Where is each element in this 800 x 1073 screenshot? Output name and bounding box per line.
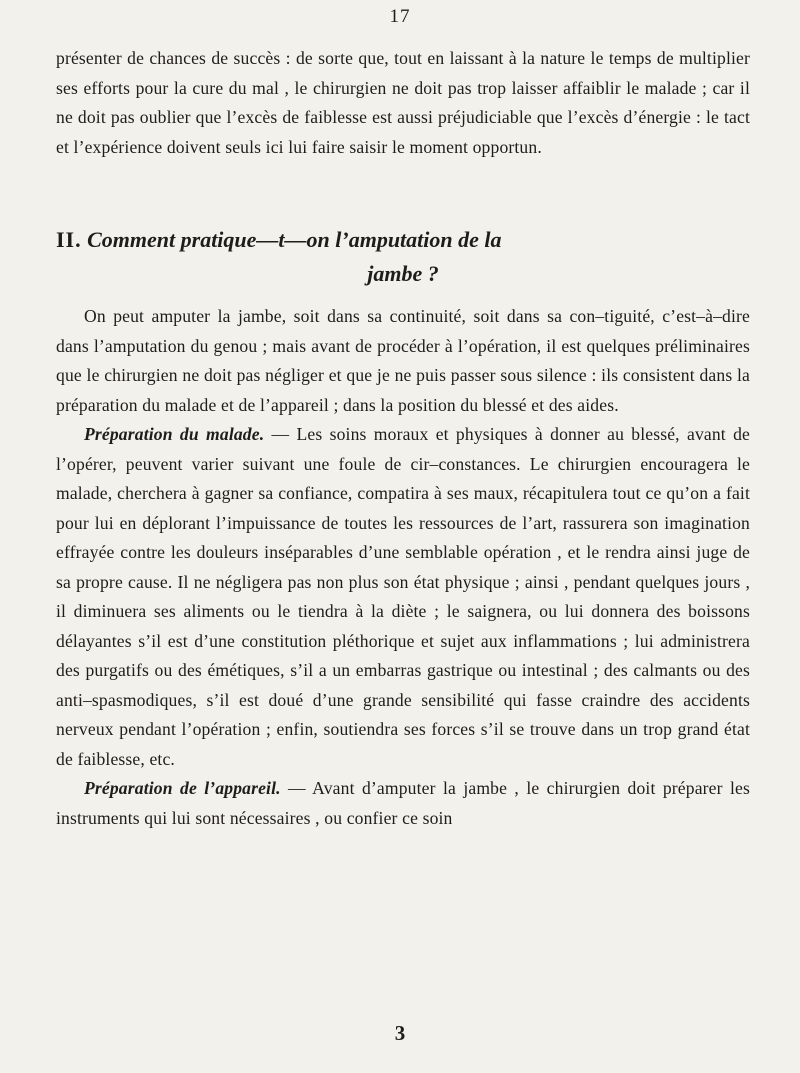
subsection-text: — Les soins moraux et physiques à donner au blessé, avant de l’opérer, peuvent varier suivant une foule de cir–constances. Le chirurgien encouragera le malade, cherchera à gagner sa confiance, compatira à ses maux, récapitulera tout ce qu’on a fait pour lui en déplorant l’impuissance de toutes les ressources de l’art, rassurera son imagination effrayée contre les douleurs inséparables d’une semblable opération , et le rendra ainsi juge de sa propre cause. Il ne négligera pas non plus son état physique ; ainsi , pendant quelques jours , il diminuera ses aliments ou le tiendra à la diète ; le saignera, ou lui donnera des boissons délayantes s’il est d’une constitution pléthorique et sujet aux inflammations ; lui administrera des purgatifs ou des émétiques, s’il a un embarras gastrique ou intestinal ; des calmants ou des anti–spasmodiques, s’il est doué d’une grande sensibilité qui fasse craindre des accidents nerveux pendant l’opération ; enfin, soutiendra ses forces s’il se trouve dans un trop grand état de faiblesse, etc. <box>56 424 750 769</box>
page-number: 17 <box>389 6 411 27</box>
section-heading <box>56 224 750 290</box>
section-title-line2: jambe ? <box>367 261 439 286</box>
subsection-title: Préparation de l’appareil. <box>84 778 281 798</box>
subsection-title: Préparation du malade. <box>84 424 265 444</box>
section-title-line1: Comment pratique—t—on l’amputation de la <box>87 227 502 252</box>
signature-mark: 3 <box>394 1021 406 1045</box>
preparation-malade-paragraph <box>56 420 750 774</box>
section-body <box>56 302 750 833</box>
subsection-text: — Avant d’amputer la jambe , le chirurgien doit préparer les instruments qui lui sont nécessaires , ou confier ce soin <box>56 778 750 828</box>
section-number: II. <box>56 227 82 252</box>
paragraph-text: présenter de chances de succès : de sorte que, tout en laissant à la nature le temps de multiplier ses efforts pour la cure du mal , le chirurgien ne doit pas trop laisser affaiblir le malade ; car il ne doit pas oublier que l’excès de faiblesse est aussi préjudiciable que l’excès d’énergie : le tact et l’expérience doivent seuls ici lui faire saisir le moment opportun. <box>56 48 750 157</box>
intro-paragraph: On peut amputer la jambe, soit dans sa continuité, soit dans sa con–tiguité, c’est–à–dire dans l’amputation du genou ; mais avant de procéder à l’opération, il est quelques préliminaires que le chirurgien ne doit pas négliger et que je ne puis passer sous silence : ils consistent dans la préparation du malade et de l’appareil ; dans la position du blessé et des aides. <box>56 306 750 415</box>
preparation-appareil-paragraph <box>56 774 750 833</box>
continued-paragraph <box>56 44 750 162</box>
